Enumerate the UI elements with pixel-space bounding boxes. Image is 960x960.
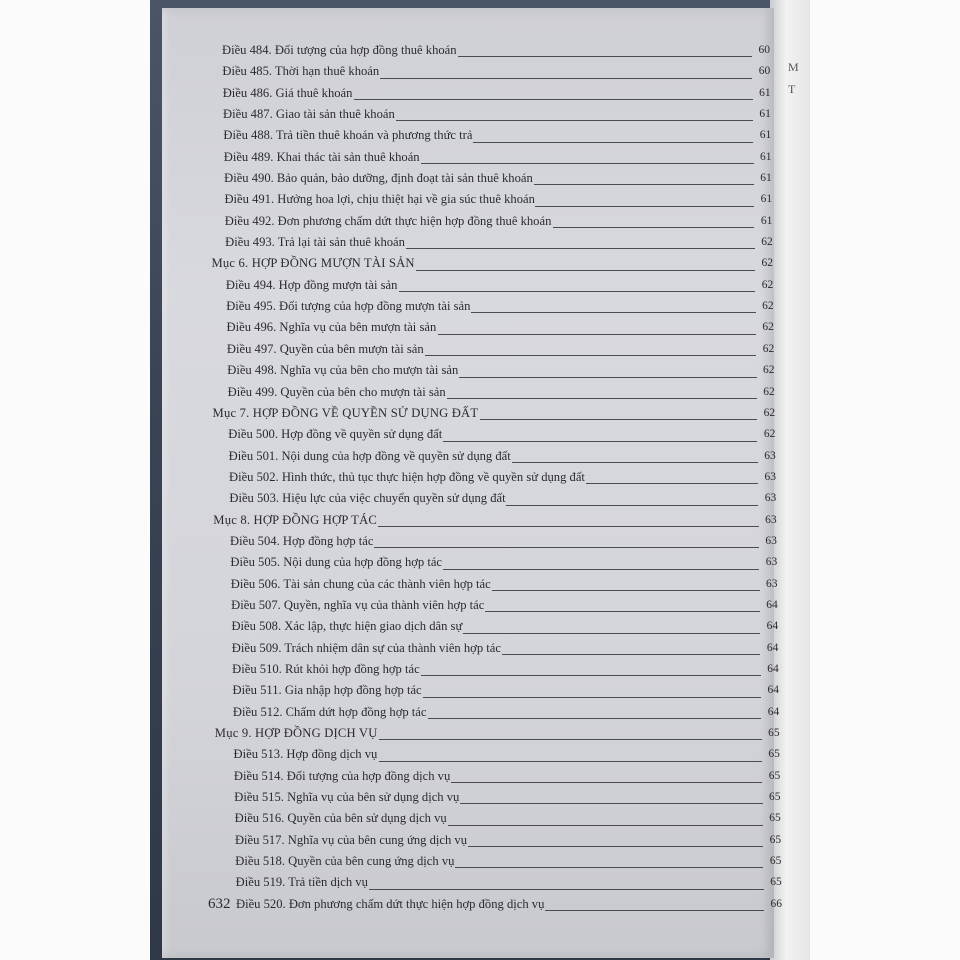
- toc-entry-title: Điều 503. Hiệu lực của việc chuyển quyền sử dụng đất: [229, 491, 506, 506]
- toc-entry-title: Điều 489. Khai thác tài sản thuê khoán: [223, 149, 420, 164]
- toc-leader-line: [379, 739, 762, 740]
- toc-entry-title: Điều 486. Giá thuê khoán: [222, 85, 353, 100]
- toc-entry-title: Điều 501. Nội dung của hợp đồng về quyền sử dụng đất: [228, 448, 511, 463]
- toc-page-ref: 63: [764, 449, 776, 462]
- toc-entry-title: Điều 514. Đối tượng của hợp đồng dịch vụ: [233, 768, 451, 783]
- toc-article-entry: [210, 702, 780, 723]
- toc-article-entry: [210, 808, 781, 829]
- toc-entry-title: Điều 508. Xác lập, thực hiện giao dịch dân sự: [231, 619, 463, 634]
- toc-leader-line: [451, 782, 762, 783]
- toc-article-entry: [210, 147, 770, 168]
- toc-leader-line: [463, 633, 760, 634]
- toc-entry-title: Điều 512. Chấm dứt hợp đồng hợp tác: [232, 704, 427, 719]
- toc-page-ref: 64: [766, 620, 779, 633]
- toc-article-entry: [210, 232, 773, 253]
- toc-leader-line: [535, 206, 754, 207]
- toc-entry-title: Điều 484. Đối tượng của hợp đồng thuê khoán: [222, 43, 457, 57]
- toc-page-ref: 65: [768, 748, 780, 761]
- toc-article-entry: [210, 595, 778, 616]
- toc-entry-title: Điều 505. Nội dung của hợp đồng hợp tác: [230, 555, 443, 570]
- toc-entry-title: Điều 496. Nghĩa vụ của bên mượn tài sản: [226, 320, 437, 335]
- toc-page-ref: 61: [760, 172, 772, 185]
- toc-leader-line: [354, 99, 753, 100]
- toc-page-ref: 63: [765, 556, 778, 569]
- toc-article-entry: [210, 211, 773, 232]
- toc-page-ref: 65: [768, 769, 781, 782]
- toc-article-entry: [210, 638, 779, 659]
- toc-page-ref: 62: [762, 321, 774, 334]
- toc-article-entry: [210, 872, 782, 893]
- toc-article-entry: [210, 168, 770, 189]
- toc-leader-line: [485, 611, 760, 612]
- toc-article-entry: [210, 317, 774, 338]
- toc-leader-line: [421, 675, 761, 676]
- toc-leader-line: [480, 419, 757, 420]
- toc-page-ref: 66: [770, 897, 782, 910]
- toc-entry-title: Điều 485. Thời hạn thuê khoán: [222, 64, 380, 79]
- toc-article-entry: [210, 616, 779, 637]
- toc-leader-line: [399, 291, 755, 292]
- toc-leader-line: [374, 547, 759, 548]
- toc-page-ref: 63: [764, 470, 776, 483]
- toc-article-entry: [210, 488, 777, 509]
- toc-leader-line: [545, 910, 764, 911]
- toc-leader-line: [460, 803, 763, 804]
- toc-article-entry: [210, 296, 774, 317]
- toc-leader-line: [443, 569, 759, 570]
- toc-entry-title: Điều 488. Trả tiền thuê khoán và phương thức trả: [223, 128, 473, 143]
- toc-entry-title: Điều 504. Hợp đồng hợp tác: [230, 533, 374, 548]
- toc-page-ref: 65: [769, 812, 781, 825]
- toc-page-ref: 64: [766, 598, 778, 611]
- toc-article-entry: [210, 104, 770, 125]
- toc-article-entry: [210, 339, 775, 360]
- toc-leader-line: [438, 334, 756, 335]
- toc-article-entry: [210, 659, 779, 680]
- toc-leader-line: [406, 248, 755, 249]
- toc-page-ref: 61: [759, 86, 771, 99]
- toc-page-ref: 62: [763, 428, 776, 441]
- toc-leader-line: [502, 654, 760, 655]
- toc-entry-title: Điều 515. Nghĩa vụ của bên sử dụng dịch vụ: [234, 790, 460, 805]
- toc-leader-line: [443, 441, 757, 442]
- toc-leader-line: [471, 312, 756, 313]
- toc-page-ref: 61: [760, 150, 772, 163]
- toc-page-ref: 61: [759, 129, 772, 142]
- toc-entry-title: Điều 516. Quyền của bên sử dụng dịch vụ: [234, 811, 447, 826]
- toc-page-ref: 62: [763, 406, 776, 419]
- toc-entry-title: Điều 500. Hợp đồng về quyền sử dụng đất: [228, 427, 443, 442]
- toc-page-ref: 65: [768, 727, 780, 739]
- toc-page-ref: 62: [761, 257, 773, 270]
- toc-page-ref: 62: [763, 385, 775, 398]
- toc-entry-title: Điều 511. Gia nhập hợp đồng hợp tác: [232, 683, 422, 698]
- toc-article-entry: [210, 446, 776, 467]
- toc-entry-title: Điều 487. Giao tài sản thuê khoán: [223, 107, 395, 122]
- toc-entry-title: Điều 510. Rút khỏi hợp đồng hợp tác: [232, 661, 420, 676]
- toc-section-entry: [210, 253, 773, 274]
- facing-page-glyph: M: [788, 60, 799, 74]
- toc-section-entry: [210, 510, 777, 531]
- toc-entry-title: Điều 491. Hưởng hoa lợi, chịu thiệt hại về gia súc thuê khoán: [224, 192, 535, 207]
- toc-page-ref: 62: [762, 300, 774, 313]
- toc-page-ref: 63: [766, 577, 778, 590]
- toc-leader-line: [455, 867, 763, 868]
- toc-page-ref: 61: [759, 108, 771, 121]
- toc-page-ref: 60: [758, 44, 770, 56]
- toc-leader-line: [492, 590, 760, 591]
- toc-entry-title: Điều 520. Đơn phương chấm dứt thực hiện hợp đồng dịch vụ: [236, 896, 545, 911]
- toc-article-entry: [210, 787, 781, 808]
- toc-article-entry: [210, 680, 779, 701]
- toc-entry-title: Mục 9. HỢP ĐỒNG DỊCH VỤ: [214, 726, 378, 740]
- toc-leader-line: [378, 526, 759, 527]
- toc-entry-title: Điều 499. Quyền của bên cho mượn tài sản: [227, 384, 446, 399]
- toc-article-entry: [210, 744, 780, 765]
- toc-entry-title: Mục 8. HỢP ĐỒNG HỢP TÁC: [213, 512, 377, 527]
- toc-entry-title: Điều 493. Trả lại tài sản thuê khoán: [225, 235, 405, 250]
- toc-article-entry: [210, 83, 770, 104]
- toc-leader-line: [396, 120, 753, 121]
- toc-article-entry: [210, 275, 774, 296]
- toc-leader-line: [369, 889, 764, 890]
- toc-leader-line: [448, 825, 763, 826]
- toc-leader-line: [506, 505, 758, 506]
- toc-article-entry: [210, 40, 770, 61]
- toc-entry-title: Điều 509. Trách nhiệm dân sự của thành viên hợp tác: [231, 640, 501, 655]
- toc-leader-line: [447, 398, 757, 399]
- toc-entry-title: Điều 497. Quyền của bên mượn tài sản: [226, 341, 424, 356]
- page-number: 632: [208, 896, 231, 912]
- toc-page-ref: 65: [770, 876, 782, 889]
- toc-article-entry: [210, 894, 782, 915]
- toc-article-entry: [210, 382, 775, 403]
- toc-entry-title: Điều 494. Hợp đồng mượn tài sản: [225, 277, 398, 292]
- toc-page-ref: 60: [758, 65, 771, 78]
- toc-article-entry: [210, 574, 778, 595]
- toc-page-ref: 61: [760, 214, 773, 227]
- toc-entry-title: Mục 6. HỢP ĐỒNG MƯỢN TÀI SẢN: [211, 256, 415, 271]
- toc-page-ref: 62: [763, 364, 775, 377]
- toc-leader-line: [586, 483, 758, 484]
- toc-article-entry: [210, 552, 778, 573]
- toc-page-ref: 65: [769, 855, 782, 868]
- toc-page-ref: 62: [761, 236, 773, 249]
- toc-leader-line: [512, 462, 758, 463]
- toc-leader-line: [421, 163, 754, 164]
- toc-article-entry: [210, 61, 770, 82]
- toc-page-ref: 63: [765, 534, 777, 547]
- facing-page-glyph: T: [788, 82, 796, 96]
- toc-leader-line: [473, 142, 753, 143]
- toc-page-ref: 62: [761, 278, 774, 291]
- toc-leader-line: [416, 270, 755, 271]
- toc-page-ref: 63: [764, 492, 777, 505]
- toc-entry-title: Điều 519. Trả tiền dịch vụ: [235, 875, 368, 890]
- toc-page-ref: 63: [765, 513, 777, 526]
- toc-leader-line: [380, 78, 752, 79]
- toc-entry-title: Điều 513. Hợp đồng dịch vụ: [233, 747, 378, 762]
- toc-article-entry: [210, 424, 776, 445]
- toc-page-ref: 61: [760, 193, 773, 206]
- toc-page-ref: 62: [762, 342, 775, 355]
- toc-leader-line: [468, 846, 763, 847]
- toc-article-entry: [210, 851, 782, 872]
- toc-page-ref: 64: [767, 662, 779, 675]
- toc-article-entry: [210, 766, 781, 787]
- toc-leader-line: [425, 355, 756, 356]
- toc-article-entry: [210, 189, 773, 210]
- toc-article-entry: [210, 467, 776, 488]
- toc-leader-line: [428, 718, 761, 719]
- toc-leader-line: [553, 227, 754, 228]
- toc-page-ref: 64: [766, 641, 779, 654]
- toc-page-ref: 65: [769, 791, 781, 804]
- toc-article-entry: [210, 360, 775, 381]
- toc-section-entry: [210, 403, 776, 424]
- toc-leader-line: [379, 761, 762, 762]
- toc-article-entry: [210, 830, 782, 851]
- toc-article-entry: [210, 531, 777, 552]
- facing-page-text: [788, 56, 799, 100]
- toc-page-ref: 65: [769, 833, 782, 846]
- toc-section-entry: [210, 723, 780, 744]
- background-right: [810, 0, 960, 960]
- toc-entry-title: Điều 517. Nghĩa vụ của bên cung ứng dịch vụ: [234, 832, 467, 847]
- toc-entry-title: Điều 492. Đơn phương chấm dứt thực hiện hợp đồng thuê khoán: [224, 213, 552, 228]
- toc-entry-title: Điều 506. Tài sản chung của các thành viên hợp tác: [230, 576, 491, 591]
- toc-leader-line: [458, 56, 752, 57]
- toc-entry-title: Mục 7. HỢP ĐỒNG VỀ QUYỀN SỬ DỤNG ĐẤT: [212, 405, 479, 420]
- toc-entry-title: Điều 507. Quyền, nghĩa vụ của thành viên hợp tác: [231, 597, 485, 612]
- toc-leader-line: [534, 184, 754, 185]
- toc-page-ref: 64: [767, 705, 780, 718]
- table-of-contents: [210, 40, 782, 915]
- toc-leader-line: [423, 697, 761, 698]
- toc-entry-title: Điều 495. Đối tượng của hợp đồng mượn tài sản: [226, 299, 471, 314]
- toc-entry-title: Điều 498. Nghĩa vụ của bên cho mượn tài sản: [227, 363, 459, 378]
- toc-leader-line: [459, 377, 757, 378]
- toc-entry-title: Điều 490. Bảo quản, bảo dưỡng, định đoạt tài sản thuê khoán: [224, 171, 533, 186]
- toc-page-ref: 64: [767, 684, 779, 697]
- toc-article-entry: [210, 125, 770, 146]
- toc-entry-title: Điều 502. Hình thức, thủ tục thực hiện hợp đồng về quyền sử dụng đất: [229, 469, 585, 484]
- toc-entry-title: Điều 518. Quyền của bên cung ứng dịch vụ: [235, 854, 455, 869]
